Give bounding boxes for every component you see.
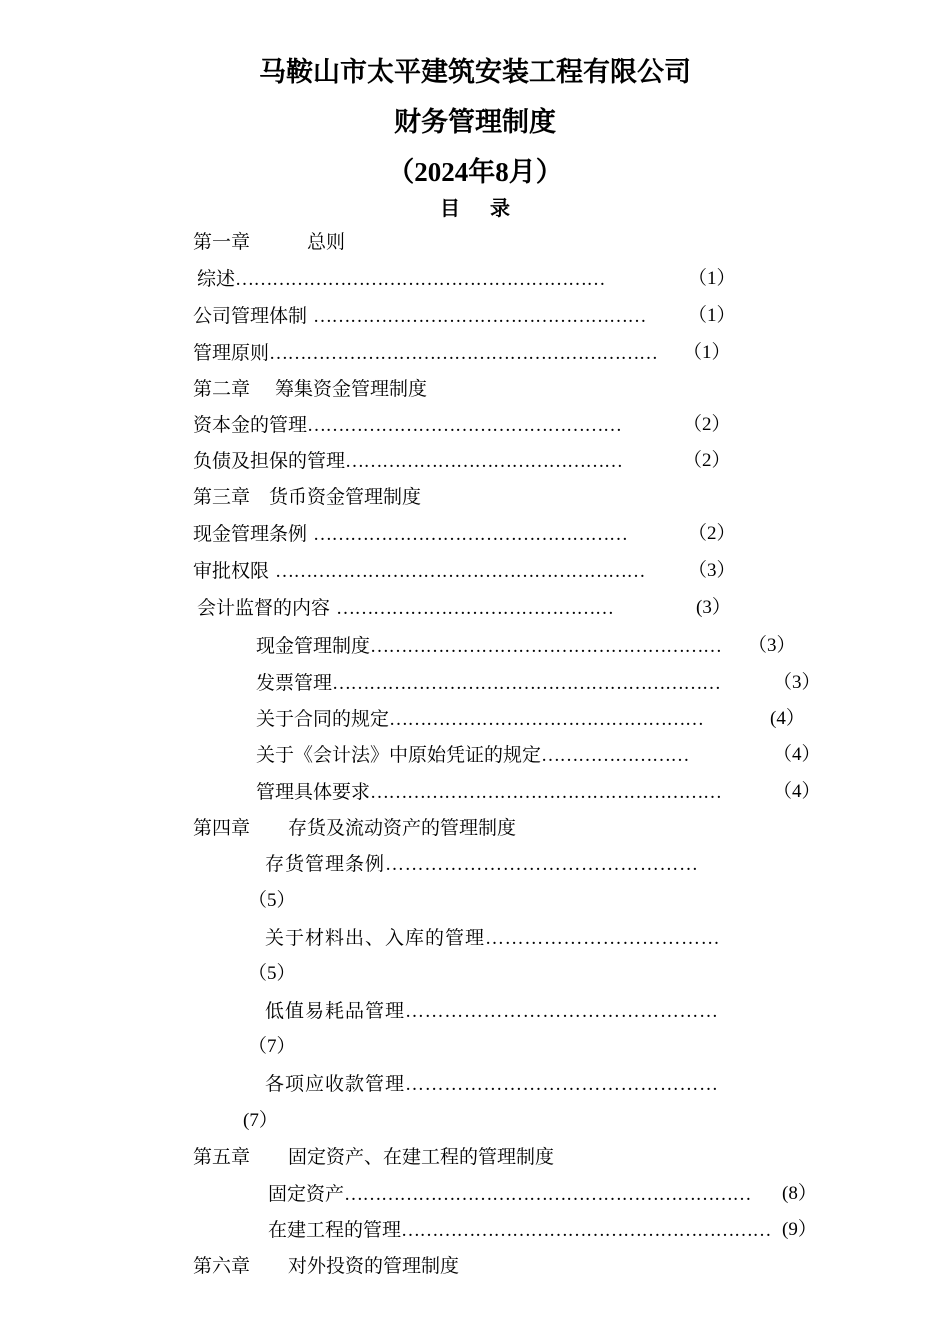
toc-entry-label: 各项应收款管理 (265, 1073, 406, 1095)
toc-page-number: （4） (773, 744, 821, 765)
toc-page-number: （3） (688, 560, 736, 581)
toc-leader-dots: ……………………………………………………… (269, 343, 658, 364)
toc-page-number: (4） (770, 708, 805, 729)
toc-page-number: （5） (248, 890, 296, 911)
document-date: （2024年8月） (387, 157, 563, 187)
toc-entry-label: 低值易耗品管理 (265, 1000, 406, 1022)
toc-entry-label: 固定资产 (268, 1183, 345, 1205)
toc-entry-3-1[interactable] (193, 522, 628, 547)
toc-entry-label: 会计监督的内容 (197, 597, 337, 619)
toc-entry-label: 现金管理条例 (193, 523, 314, 545)
toc-chapter-5: 第五章 固定资产、在建工程的管理制度 (193, 1146, 555, 1168)
toc-entry-1-2[interactable] (193, 304, 646, 329)
toc-chapter-4: 第四章 存货及流动资产的管理制度 (193, 817, 517, 839)
toc-entry-3-5[interactable] (256, 671, 721, 696)
toc-entry-1-3[interactable] (193, 341, 658, 366)
toc-entry-label: 资本金的管理 (193, 414, 308, 436)
toc-leader-dots: …………………………………………………… (401, 1220, 772, 1241)
toc-chapter-1: 第一章 总则 (193, 231, 346, 253)
toc-entry-4-3[interactable] (265, 999, 719, 1024)
toc-leader-dots: ……………………………… (485, 928, 721, 949)
toc-page-number: （1） (688, 268, 736, 289)
toc-entry-2-2[interactable] (193, 449, 623, 474)
toc-leader-dots: ………………………………………… (385, 854, 699, 875)
toc-page-number: (7） (243, 1110, 278, 1131)
toc-leader-dots: ……………………………………… (345, 451, 623, 472)
toc-entry-label: 发票管理 (256, 672, 333, 694)
toc-leader-dots: ………………………………………………… (370, 782, 722, 803)
toc-entry-label: 负债及担保的管理 (193, 450, 346, 472)
toc-leader-dots: ………………………………………… (405, 1001, 719, 1022)
toc-leader-dots: …………………………………………… (313, 524, 628, 545)
toc-page-number: （2） (683, 450, 731, 471)
toc-entry-1-1[interactable] (197, 267, 605, 292)
toc-entry-label: 在建工程的管理 (268, 1219, 402, 1241)
toc-chapter-6: 第六章 对外投资的管理制度 (193, 1255, 460, 1277)
toc-page-number: (8） (782, 1183, 817, 1204)
toc-page-number: （3） (773, 672, 821, 693)
toc-entry-3-6[interactable] (256, 707, 704, 732)
toc-page-number: （5） (248, 963, 296, 984)
toc-entry-3-8[interactable] (256, 780, 722, 805)
toc-leader-dots: ……………………………………… (336, 598, 614, 619)
toc-leader-dots: ……………………………………………………… (332, 673, 721, 694)
toc-page-number: （4） (773, 781, 821, 802)
toc-entry-label: 存货管理条例 (265, 853, 386, 875)
document-title: 财务管理制度 (394, 107, 556, 138)
toc-leader-dots: ……………………………………………… (313, 306, 647, 327)
toc-entry-4-4[interactable] (265, 1072, 719, 1097)
toc-leader-dots: …………………………………………… (389, 709, 704, 730)
toc-leader-dots: …………………………………………… (307, 415, 622, 436)
toc-page-number: （2） (683, 414, 731, 435)
toc-entry-2-1[interactable] (193, 413, 622, 438)
toc-leader-dots: …………………………………………………… (275, 561, 646, 582)
toc-entry-label: 关于材料出、入库的管理 (265, 927, 486, 949)
toc-leader-dots: …………………… (541, 745, 690, 766)
toc-entry-label: 公司管理体制 (193, 305, 314, 327)
toc-leader-dots: …………………………………………………… (235, 269, 606, 290)
toc-entry-3-4[interactable] (256, 634, 722, 659)
toc-page-number: (3） (696, 597, 731, 618)
toc-entry-label: 关于合同的规定 (256, 708, 390, 730)
toc-leader-dots: ………………………………………… (405, 1074, 719, 1095)
toc-entry-4-1[interactable] (265, 852, 699, 877)
toc-heading: 目录 (440, 196, 540, 220)
toc-chapter-3: 第三章 货币资金管理制度 (193, 486, 422, 508)
toc-entry-label: 综述 (197, 268, 236, 290)
toc-entry-label: 管理具体要求 (256, 781, 371, 803)
toc-entry-3-2[interactable] (193, 559, 645, 584)
toc-page-number: （2） (688, 523, 736, 544)
toc-entry-label: 管理原则 (193, 342, 270, 364)
toc-leader-dots: ………………………………………………… (370, 636, 722, 657)
toc-chapter-2: 第二章 筹集资金管理制度 (193, 378, 428, 400)
toc-entry-3-7[interactable] (256, 743, 689, 768)
toc-page-number: （7） (248, 1036, 296, 1057)
toc-leader-dots: ………………………………………………………… (344, 1184, 752, 1205)
toc-entry-5-2[interactable] (268, 1218, 771, 1243)
toc-page-number: （3） (748, 635, 796, 656)
toc-entry-label: 现金管理制度 (256, 635, 371, 657)
toc-entry-4-2[interactable] (265, 926, 720, 951)
toc-entry-3-3[interactable] (197, 596, 614, 621)
toc-entry-label: 关于《会计法》中原始凭证的规定 (256, 744, 542, 766)
toc-page-number: (9） (782, 1219, 817, 1240)
toc-entry-5-1[interactable] (268, 1182, 751, 1207)
toc-page-number: （1） (688, 305, 736, 326)
company-title: 马鞍山市太平建筑安装工程有限公司 (259, 57, 691, 88)
toc-page-number: （1） (683, 342, 731, 363)
toc-entry-label: 审批权限 (193, 560, 276, 582)
